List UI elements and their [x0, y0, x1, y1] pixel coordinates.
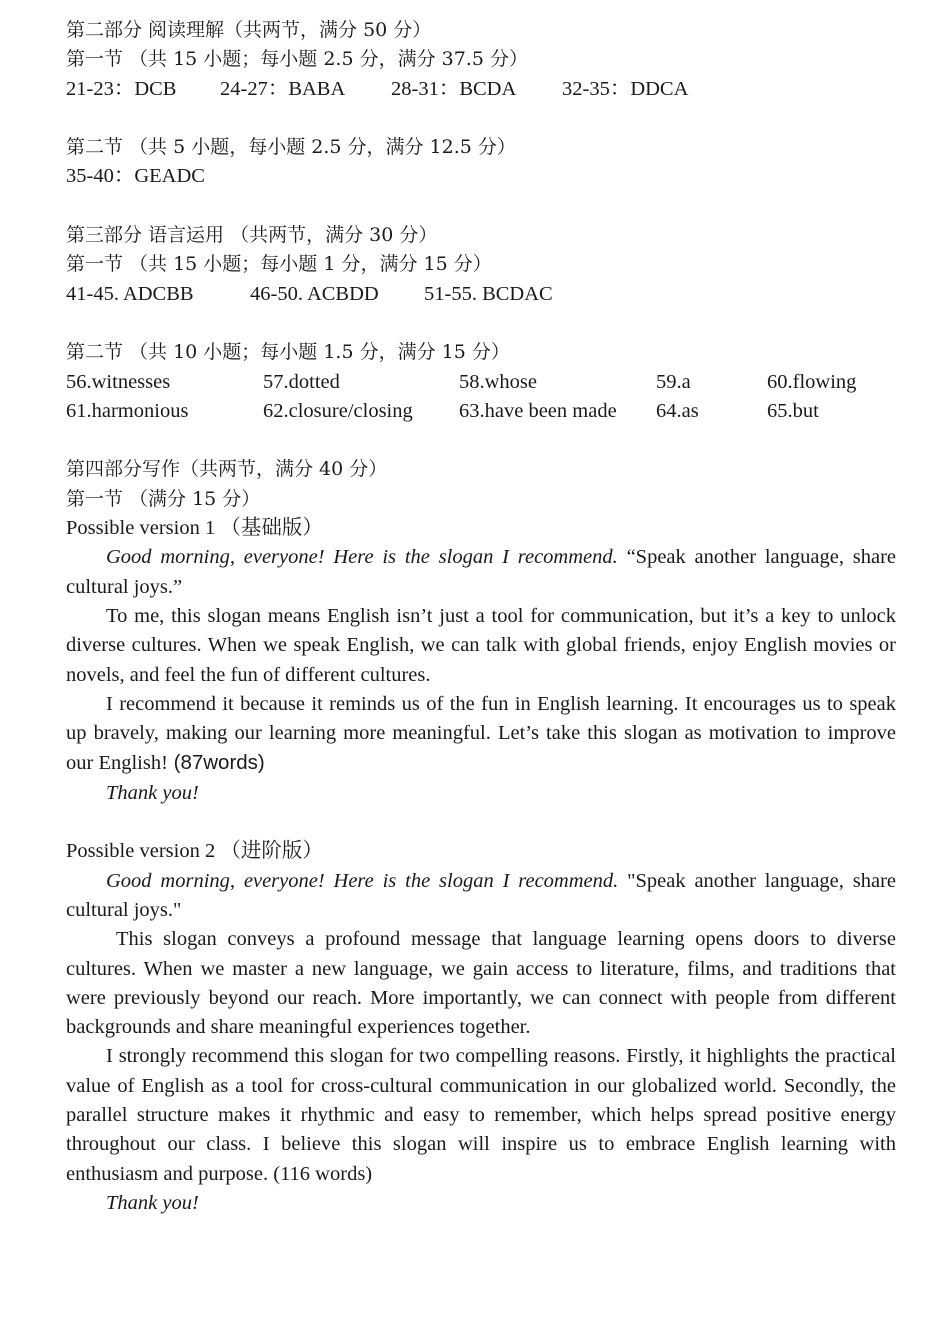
fill-answer: 64.as [656, 399, 699, 422]
answer-32-35: 32-35：DDCA [562, 77, 689, 100]
part2-sec1-answers [66, 75, 896, 104]
fill-answer: 62.closure/closing [263, 399, 413, 422]
part2-heading: 第二部分 阅读理解（共两节，满分 50 分） [66, 19, 432, 41]
fill-answer: 60.flowing [767, 370, 857, 393]
part3-sec1-heading: 第一节 （共 15 小题；每小题 1 分，满分 15 分） [66, 253, 492, 276]
closing-text: Thank you! [106, 1191, 199, 1214]
version2-greeting [66, 867, 896, 926]
greeting-text: Good morning, everyone! Here is the slogan I recommend. [106, 869, 619, 892]
version1-paragraph3 [66, 690, 896, 779]
part3-heading: 第三部分 语言运用 （共两节，满分 30 分） [66, 224, 438, 247]
answer-24-27: 24-27：BABA [220, 77, 346, 100]
part2-sec1-heading: 第一节 （共 15 小题；每小题 2.5 分，满分 37.5 分） [66, 48, 528, 71]
fill-answer: 61.harmonious [66, 399, 189, 422]
answer-key-page [66, 16, 896, 1218]
answer-21-23: 21-23：DCB [66, 77, 177, 100]
slogan-text: “Speak another language, share cultural joys.” [66, 546, 896, 598]
fill-answer: 63.have been made [459, 399, 617, 422]
part4-heading: 第四部分写作（共两节，满分 40 分） [66, 458, 388, 481]
closing-text: Thank you! [106, 781, 199, 804]
answer-51-55: 51-55. BCDAC [424, 282, 553, 305]
fill-answers-row1 [66, 368, 896, 397]
greeting-text: Good morning, everyone! Here is the slogan I recommend. [106, 546, 618, 569]
answer-46-50: 46-50. ACBDD [250, 282, 379, 305]
word-count: (87words) [167, 751, 265, 775]
answer-41-45: 41-45. ADCBB [66, 282, 194, 305]
fill-answer: 56.witnesses [66, 370, 171, 393]
part2-sec2-answers: 35-40：GEADC [66, 165, 205, 188]
version1-closing [66, 779, 896, 808]
fill-answer: 65.but [767, 399, 819, 422]
fill-answers-row2 [66, 397, 896, 426]
slogan-text: "Speak another language, share cultural joys." [66, 869, 897, 921]
fill-answer: 59.a [656, 370, 691, 393]
version2-closing [66, 1189, 896, 1218]
answer-28-31: 28-31：BCDA [391, 77, 517, 100]
part3-sec1-answers [66, 280, 896, 309]
part2-sec2-heading: 第二节 （共 5 小题，每小题 2.5 分，满分 12.5 分） [66, 136, 516, 159]
part4-sec1-heading: 第一节 （满分 15 分） [66, 487, 261, 510]
version1-paragraph2 [66, 602, 896, 690]
part3-sec2-heading: 第二节 （共 10 小题；每小题 1.5 分，满分 15 分） [66, 341, 510, 364]
version2-title: Possible version 2 （进阶版） [66, 840, 323, 863]
version2-paragraph3 [66, 1042, 896, 1188]
paragraph-text: I recommend it because it reminds us of the fun in English learning. It encourages us to speak up bravely, making our learning more meaningful. Let’s take this slogan as motivation to improve our English! [66, 692, 896, 775]
fill-answer: 57.dotted [263, 370, 340, 393]
version1-title: Possible version 1 （基础版） [66, 517, 323, 540]
fill-answer: 58.whose [459, 370, 538, 393]
paragraph-text: This slogan conveys a profound message that language learning opens doors to diverse cultures. When we master a new language, we gain access to literature, films, and traditions that were previously beyond our reach. More importantly, we can connect with people from different backgrounds and share meaningful experiences together. [66, 928, 896, 1039]
paragraph-text: To me, this slogan means English isn’t just a tool for communication, but it’s a key to unlock diverse cultures. When we speak English, we can talk with global friends, enjoy English movies or novels, and feel the fun of different cultures. [66, 604, 896, 686]
paragraph-text: I strongly recommend this slogan for two compelling reasons. Firstly, it highlights the practical value of English as a tool for cross-cultural communication in our globalized world. Secondly, the parallel structure makes it rhythmic and easy to remember, which helps spread positive energy throughout our class. I believe this slogan will inspire us to embrace English learning with enthusiasm and purpose. (116 words) [66, 1045, 896, 1185]
version2-paragraph2 [66, 925, 896, 1042]
version1-greeting [66, 543, 896, 602]
